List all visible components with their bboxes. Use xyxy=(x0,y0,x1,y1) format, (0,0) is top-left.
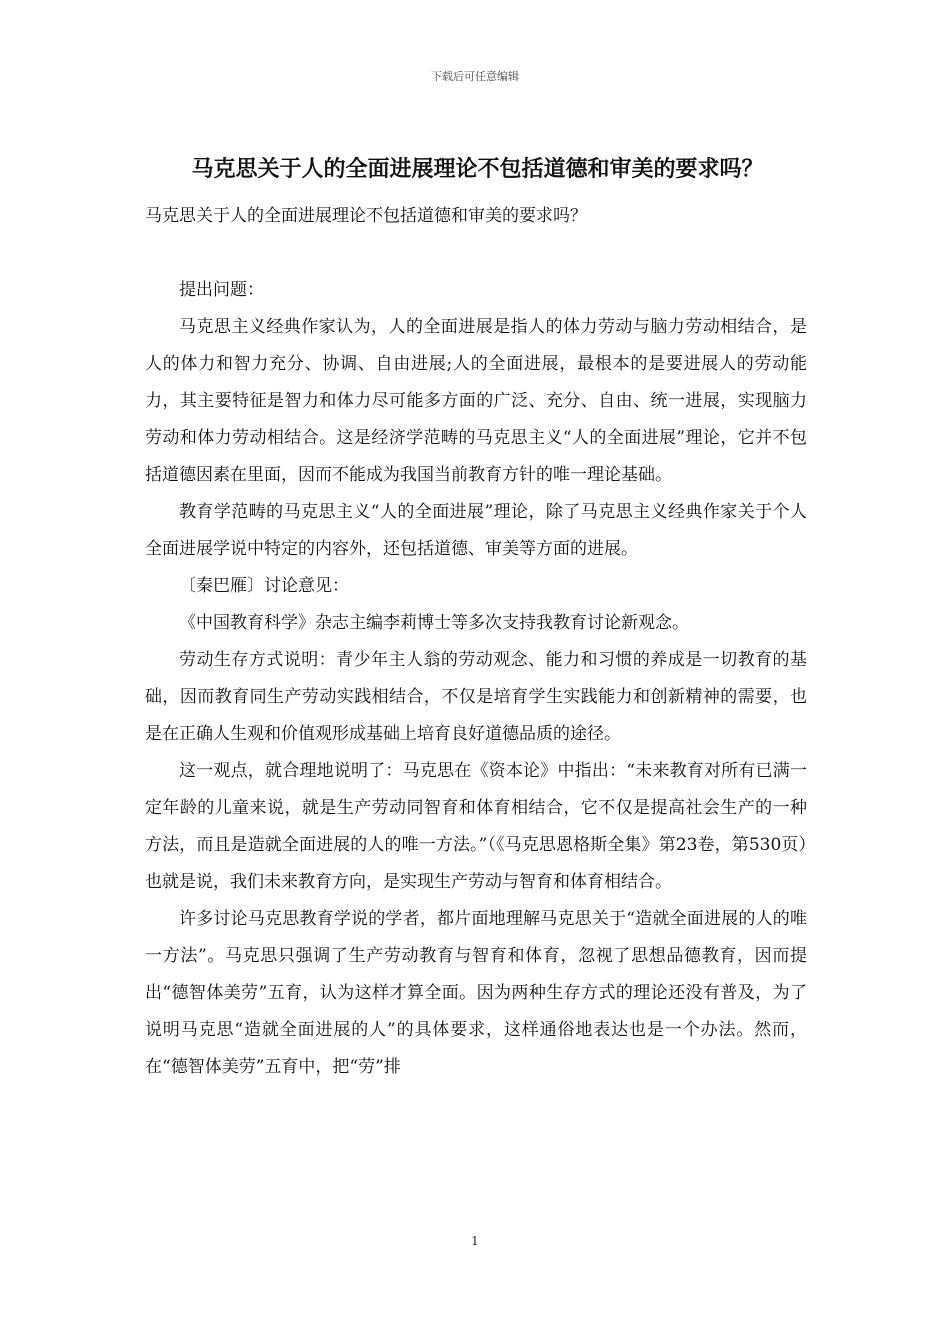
page-header-note: 下载后可任意编辑 xyxy=(431,70,519,83)
paragraph-five-educations: 许多讨论马克思教育学说的学者，都片面地理解马克思关于“造就全面进展的人的唯一方法”。马克思只强调了生产劳动教育与智育和体育，忽视了思想品德教育，因而提出“德智体美劳”五育，认为这样才算全面。因为两种生存方式的理论还没有普及，为了说明马克思“造就全面进展的人”的具体要求，这样通俗地表达也是一个办法。然而，在“德智体美劳”五育中，把“劳”排 xyxy=(145,909,807,1077)
document-body xyxy=(145,198,807,1086)
document-title: 马克思关于人的全面进展理论不包括道德和审美的要求吗？ xyxy=(191,157,764,182)
paragraph-raise-question: 提出问题： xyxy=(179,280,264,300)
paragraph-classical-view: 马克思主义经典作家认为，人的全面进展是指人的体力劳动与脑力劳动相结合，是人的体力和智力充分、协调、自由进展;人的全面进展，最根本的是要进展人的劳动能力，其主要特征是智力和体力尽可能多方面的广泛、充分、自由、统一进展，实现脑力劳动和体力劳动相结合。这是经济学范畴的马克思主义“人的全面进展”理论，它并不包括道德因素在里面，因而不能成为我国当前教育方针的唯一理论基础。 xyxy=(145,317,807,485)
document-subtitle: 马克思关于人的全面进展理论不包括道德和审美的要求吗？ xyxy=(145,206,587,226)
paragraph-journal-support: 《中国教育科学》杂志主编李莉博士等多次支持我教育讨论新观念。 xyxy=(179,613,689,633)
paragraph-labor-explanation: 劳动生存方式说明：青少年主人翁的劳动观念、能力和习惯的养成是一切教育的基础，因而教育同生产劳动实践相结合，不仅是培育学生实践能力和创新精神的需要，也是在正确人生观和价值观形成基础上培育良好道德品质的途径。 xyxy=(145,650,807,744)
page-number: 1 xyxy=(471,1234,479,1248)
paragraph-capital-quote: 这一观点，就合理地说明了：马克思在《资本论》中指出：“未来教育对所有已满一定年龄的儿童来说，就是生产劳动同智育和体育相结合，它不仅是提高社会生产的一种方法，而且是造就全面进展的人的唯一方法。”（《马克思恩格斯全集》第23卷，第530页）也就是说，我们未来教育方向，是实现生产劳动与智育和体育相结合。 xyxy=(145,761,807,892)
paragraph-pedagogy-view: 教育学范畴的马克思主义“人的全面进展”理论，除了马克思主义经典作家关于个人全面进展学说中特定的内容外，还包括道德、审美等方面的进展。 xyxy=(145,502,807,559)
paragraph-discussion-heading: 〔秦巴雁〕讨论意见： xyxy=(179,576,349,596)
